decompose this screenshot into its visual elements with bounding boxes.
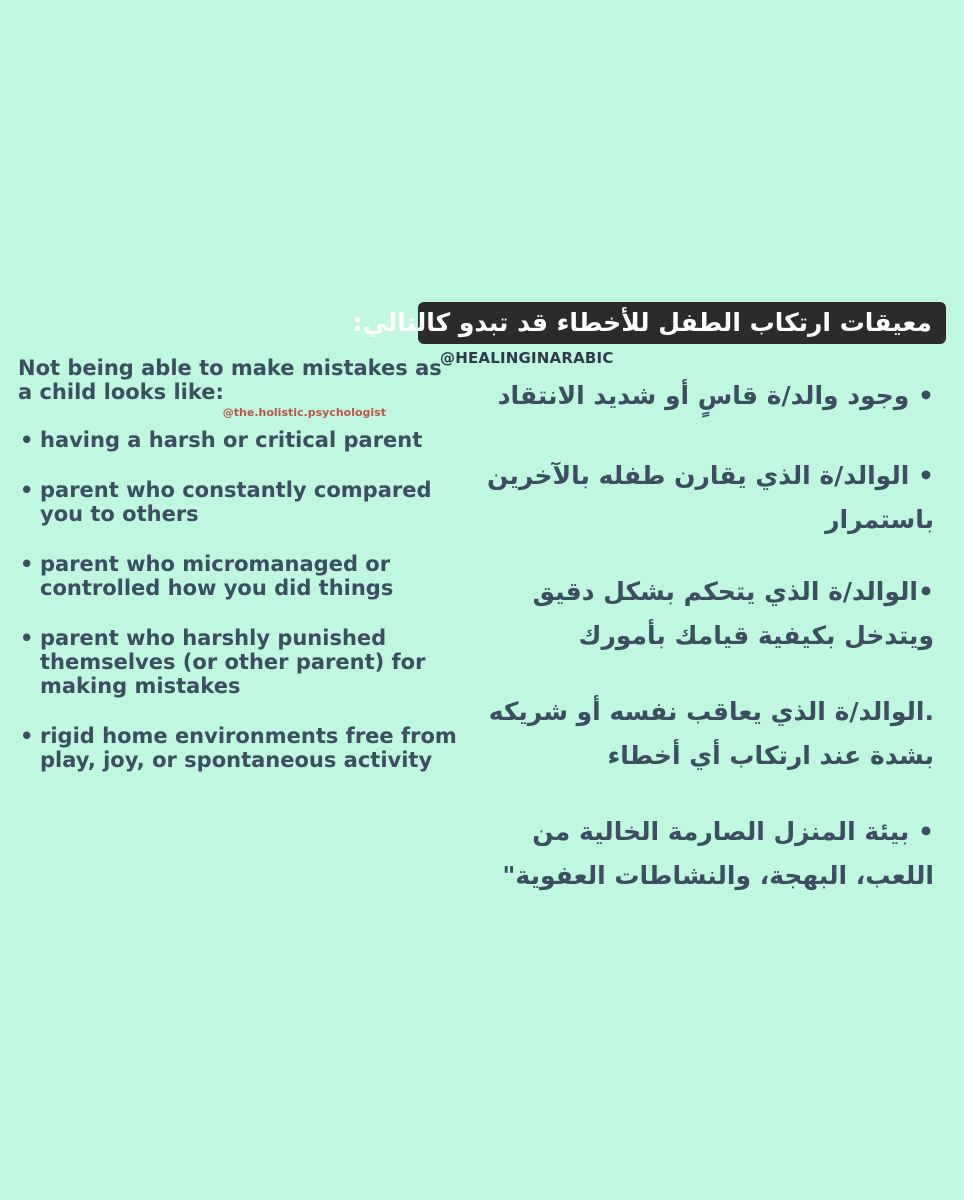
list-item-text: rigid home environments free from play, joy, or spontaneous activity xyxy=(40,724,457,772)
english-column xyxy=(18,356,458,798)
list-item-text: parent who constantly compared you to others xyxy=(40,478,432,526)
arabic-list-item: •الوالد/ة الذي يتحكم بشكل دقيق ويتدخل بكيفية قيامك بأمورك xyxy=(532,577,934,650)
english-list xyxy=(18,428,458,772)
arabic-handle: @HEALINGINARABIC xyxy=(440,349,614,367)
list-item-text: parent who harshly punished themselves (or other parent) for making mistakes xyxy=(40,626,426,698)
list-item xyxy=(18,428,458,452)
bullet-icon: • xyxy=(20,626,34,650)
arabic-list-item: • وجود والد/ة قاسٍ أو شديد الانتقاد xyxy=(497,381,934,410)
arabic-list-item: .الوالد/ة الذي يعاقب نفسه أو شريكه بشدة عند ارتكاب أي أخطاء xyxy=(488,697,934,770)
english-credit: @the.holistic.psychologist xyxy=(222,406,386,419)
arabic-title: معيقات ارتكاب الطفل للأخطاء قد تبدو كالتالي: xyxy=(418,302,946,344)
list-item xyxy=(18,478,458,526)
list-item xyxy=(18,626,458,698)
english-heading: Not being able to make mistakes as a child looks like: xyxy=(18,356,442,404)
bullet-icon: • xyxy=(20,428,34,452)
list-item xyxy=(18,724,458,772)
bullet-icon: • xyxy=(20,478,34,502)
bullet-icon: • xyxy=(20,552,34,576)
bullet-icon: • xyxy=(20,724,34,748)
list-item-text: parent who micromanaged or controlled how you did things xyxy=(40,552,394,600)
list-item xyxy=(18,552,458,600)
list-item-text: having a harsh or critical parent xyxy=(40,428,423,452)
arabic-list-item: • بيئة المنزل الصارمة الخالية من اللعب، البهجة، والنشاطات العفوية" xyxy=(502,817,934,890)
arabic-list-item: • الوالد/ة الذي يقارن طفله بالآخرين باستمرار xyxy=(487,461,934,534)
